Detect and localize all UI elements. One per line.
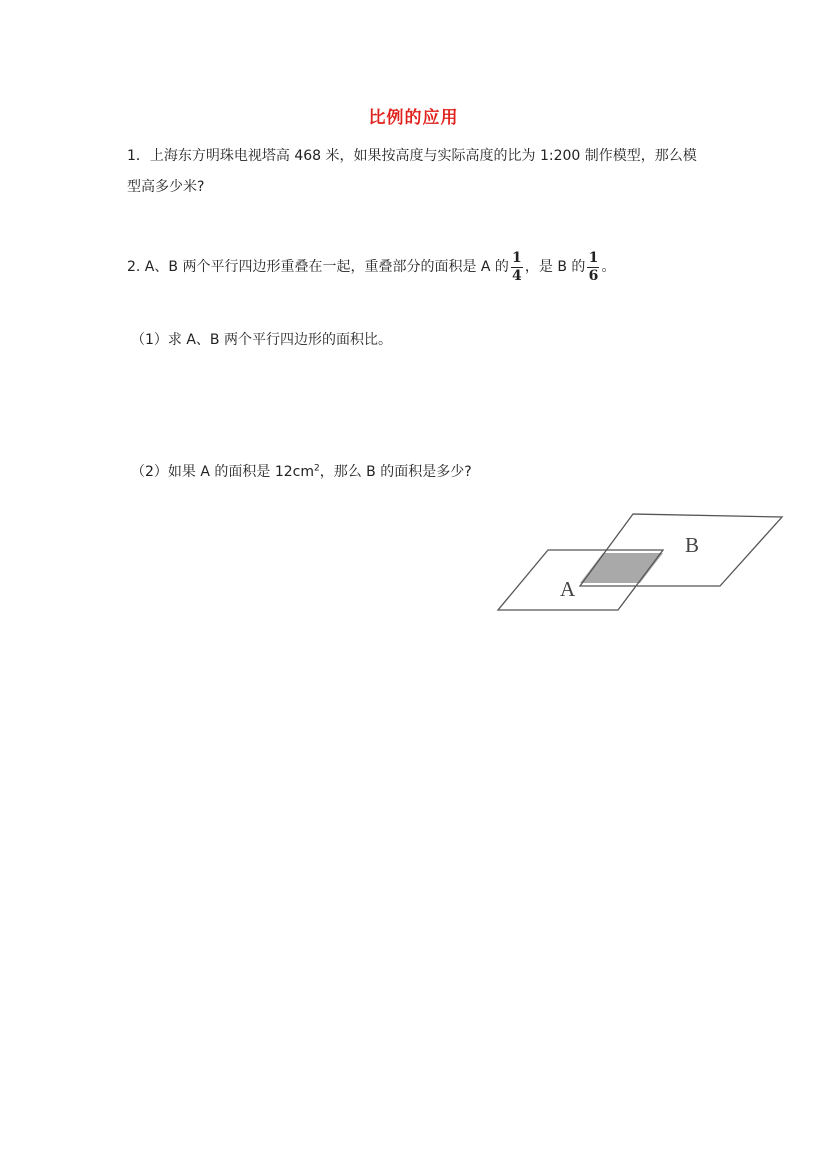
- label-a: A: [560, 577, 576, 601]
- question-2-text-middle: ，是 B 的: [524, 259, 586, 275]
- question-2-part-2-tail: ，那么 B 的面积是多少?: [319, 464, 472, 480]
- fraction-numerator: 1: [588, 249, 599, 266]
- question-2-part-2-text: （2）如果 A 的面积是 12cm: [131, 464, 314, 480]
- fraction-one-quarter: [511, 250, 523, 285]
- fraction-denominator: 4: [512, 267, 522, 284]
- question-2-part-2: [131, 462, 472, 482]
- superscript-squared: 2: [313, 463, 320, 474]
- question-2-text-before: 2. A、B 两个平行四边形重叠在一起，重叠部分的面积是 A 的: [127, 259, 509, 275]
- parallelogram-figure: [490, 508, 790, 618]
- page-title: 比例的应用: [368, 108, 459, 128]
- fraction-denominator: 6: [588, 267, 599, 284]
- question-2: [127, 245, 615, 289]
- label-b: B: [685, 533, 700, 557]
- question-2-part-1: （1）求 A、B 两个平行四边形的面积比。: [131, 332, 392, 348]
- question-2-text-after: 。: [601, 259, 616, 275]
- fraction-numerator: 1: [512, 249, 522, 266]
- question-1-line-2: 型高多少米?: [127, 179, 205, 195]
- question-1-line-1: 1．上海东方明珠电视塔高 468 米，如果按高度与实际高度的比为 1:200 制作模型，那么模: [127, 148, 697, 164]
- fraction-one-sixth: [587, 250, 599, 285]
